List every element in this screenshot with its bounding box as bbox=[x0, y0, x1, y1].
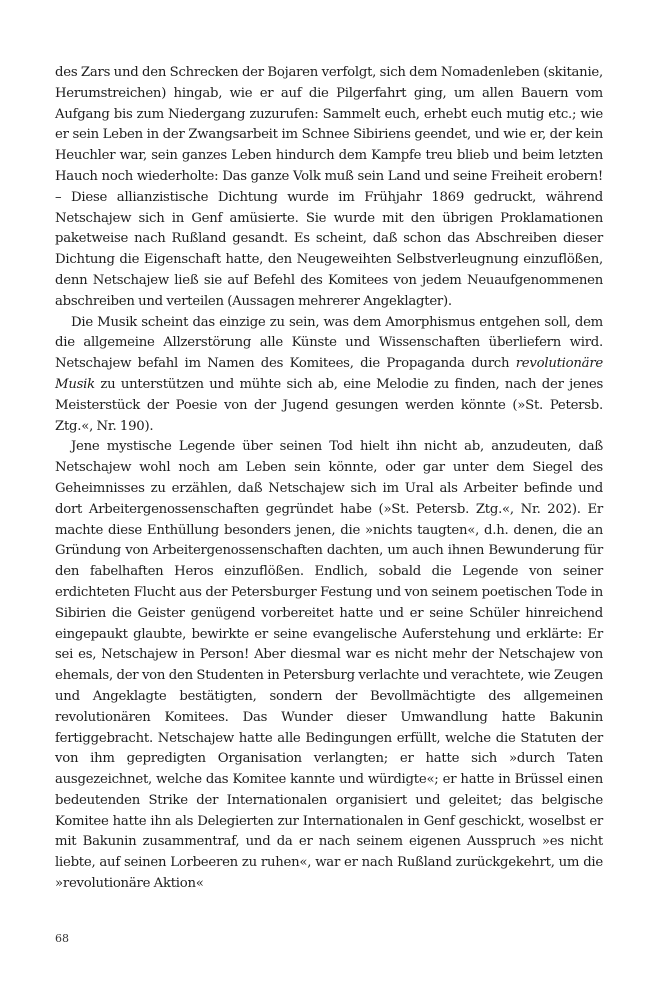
paragraph-2-text-start: Die Musik scheint das einzige zu sein, was dem Amorphismus entgehen soll, dem die allgemeine Allzerstörung alle Künste und Wissenschaften überliefern wird. Netschajew befahl im Namen des Komitees, die Propaganda durch bbox=[55, 314, 603, 372]
paragraph-2 bbox=[55, 313, 603, 438]
paragraph-2-italic-phrase: revolutionäre Musik bbox=[55, 356, 603, 392]
paragraph-3: Jene mystische Legende über seinen Tod hielt ihn nicht ab, anzudeuten, daß Netschajew wohl noch am Leben sein könnte, oder gar unter dem Siegel des Geheimnisses zu erzählen, daß Netschajew sich im Ural als Arbeiter befinde und dort Arbeitergenossenschaften gegründet habe (»St. Petersb. Ztg.«, Nr. 202). Er machte diese Enthüllung besonders jenen, die »nichts taugten«, d.h. denen, die an Gründung von Arbeitergenossenschaften dachten, um auch ihnen Bewunderung für den fabelhaften Heros einzuflößen. Endlich, sobald die Legende von seiner erdichteten Flucht aus der Petersburger Festung und von seinem poetischen Tode in Sibirien die Geister genügend vorbereitet hatte und er seine Schüler hinreichend eingepaukt glaubte, bewirkte er seine evangelische Auferstehung und erklärte: Er sei es, Netschajew in Person! Aber diesmal war es nicht mehr der Netschajew von ehemals, der von den Studenten in Petersburg verlachte und verachtete, wie Zeugen und Angeklagte bestätigten, sondern der Bevollmächtigte des allgemeinen revolutionären Komitees. Das Wunder dieser Umwandlung hatte Bakunin fertiggebracht. Netschajew hatte alle Bedingungen erfüllt, welche die Statuten der von ihm gepredigten Organisation verlangten; er hatte sich »durch Taten ausgezeichnet, welche das Komitee kannte und würdigte«; er hatte in Brüssel einen bedeutenden Strike der Internationalen organisiert und geleitet; das belgische Komitee hatte ihn als Delegierten zur Internationalen in Genf geschickt, woselbst er mit Bakunin zusammentraf, und da er nach seinem eigenen Ausspruch »es nicht liebte, auf seinen Lorbeeren zu ruhen«, war er nach Rußland zurückgekehrt, um die »revolutionäre Aktion« bbox=[55, 439, 603, 892]
page-body bbox=[55, 63, 603, 895]
paragraph-1: des Zars und den Schrecken der Bojaren verfolgt, sich dem Nomadenleben (skitanie, Herumstreichen) hingab, wie er auf die Pilgerfahrt ging, um allen Bauern vom Aufgang bis zum Niedergang zuzurufen: Sammelt euch, erhebt euch mutig etc.; wie er sein Leben in der Zwangsarbeit im Schnee Sibiriens geendet, und wie er, der kein Heuchler war, sein ganzes Leben hindurch dem Kampfe treu blieb und beim letzten Hauch noch wiederholte: Das ganze Volk muß sein Land und seine Freiheit erobern! – Diese allianzistische Dichtung wurde im Frühjahr 1869 gedruckt, während Netschajew sich in Genf amüsierte. Sie wurde mit den übrigen Proklamationen paketweise nach Rußland gesandt. Es scheint, daß schon das Abschreiben dieser Dichtung die Eigenschaft hatte, den Neugeweihten Selbstverleugnung einzuflößen, denn Netschajew ließ sie auf Befehl des Komitees von jedem Neuaufgenommenen abschreiben und verteilen (Aussagen mehrerer Angeklagter). bbox=[55, 65, 603, 309]
page-number: 68 bbox=[55, 932, 69, 945]
paragraph-2-text-end: zu unterstützen und mühte sich ab, eine Melodie zu finden, nach der jenes Meisterstück der Poesie von der Jugend gesungen werden könnte (»St. Petersb. Ztg.«, Nr. 190). bbox=[55, 376, 603, 434]
